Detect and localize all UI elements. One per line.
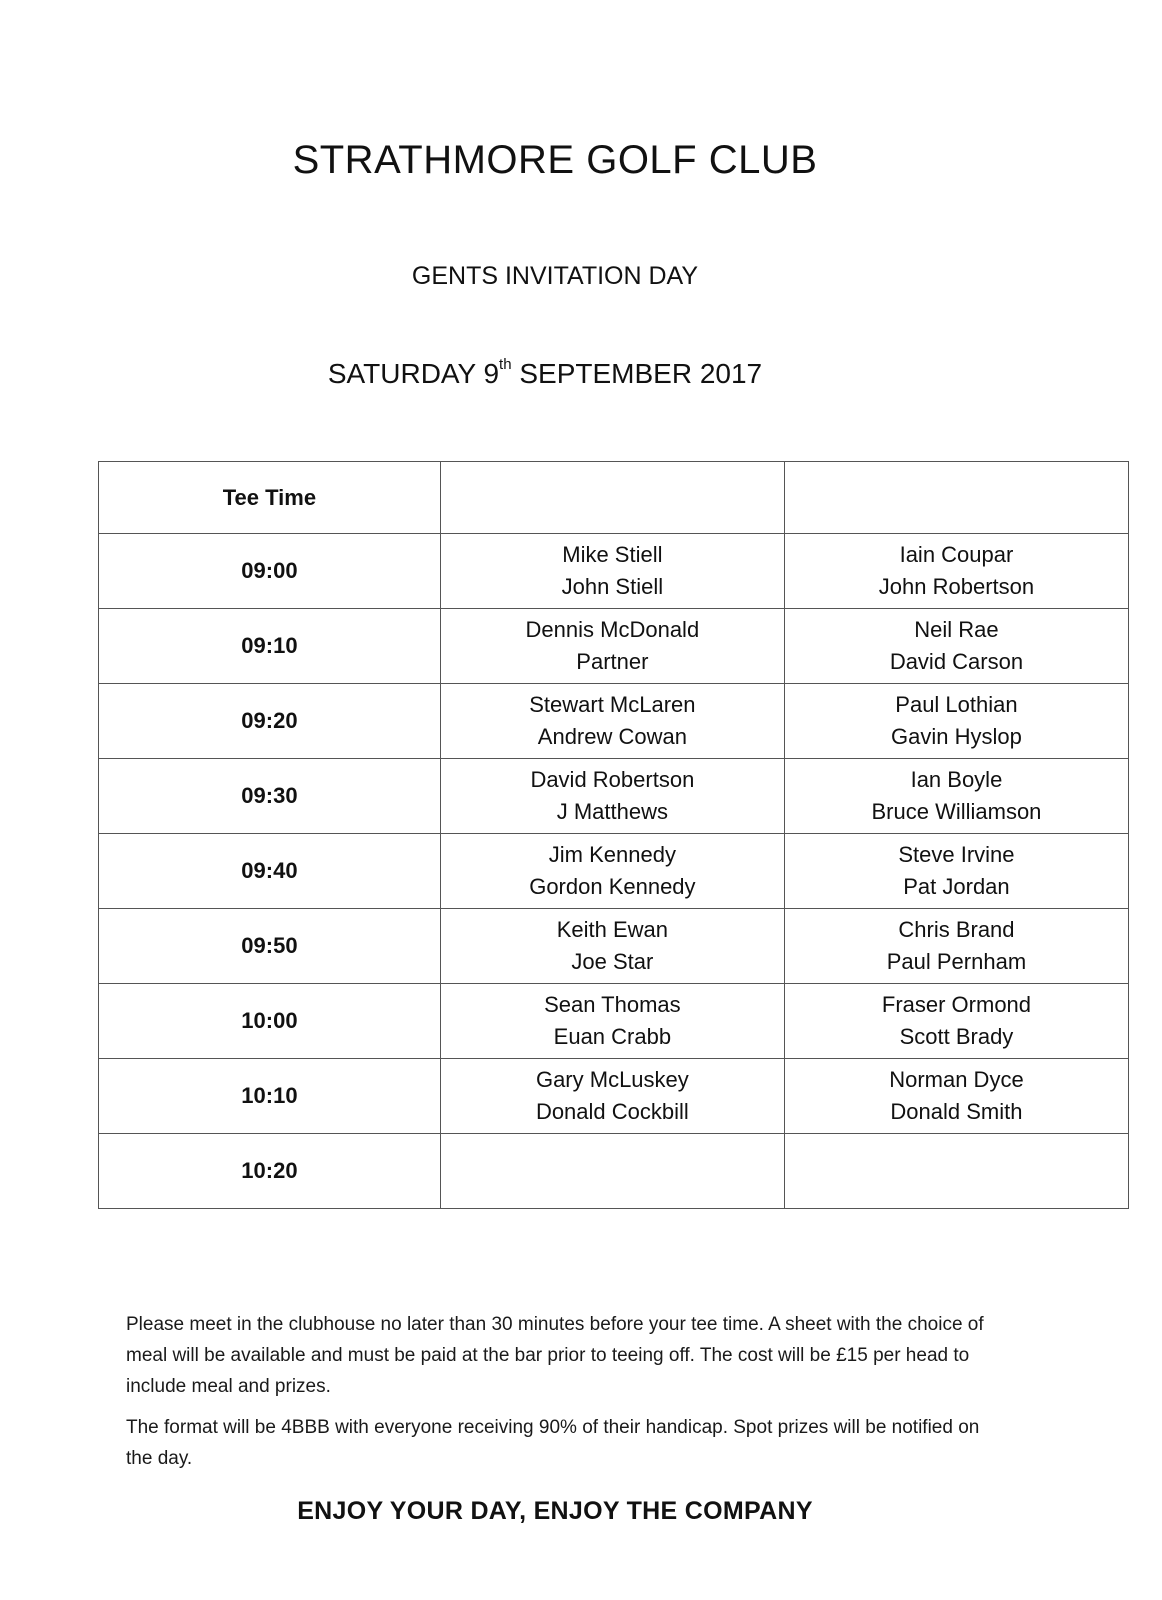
tee-time-cell: 09:40 [99, 834, 441, 909]
tee-time-column-header: Tee Time [99, 462, 441, 534]
date-ordinal-suffix: th [499, 356, 512, 373]
player-name: Iain Coupar [899, 542, 1014, 567]
group1-players-cell [440, 534, 784, 609]
group2-players-cell [784, 1134, 1128, 1209]
player-name: Donald Smith [890, 1099, 1023, 1124]
tee-time-table [98, 461, 1129, 1209]
player-name: Paul Lothian [895, 692, 1018, 717]
player-name: Chris Brand [898, 917, 1015, 942]
tee-time-cell: 10:20 [99, 1134, 441, 1209]
player-name: Scott Brady [899, 1024, 1014, 1049]
footer-tagline: ENJOY YOUR DAY, ENJOY THE COMPANY [297, 1497, 813, 1525]
club-name-title: STRATHMORE GOLF CLUB [292, 138, 818, 182]
player-name: Euan Crabb [553, 1024, 672, 1049]
player-name: David Robertson [530, 767, 695, 792]
group1-players-cell [440, 684, 784, 759]
player-name: Steve Irvine [898, 842, 1015, 867]
player-name: Joe Star [571, 949, 654, 974]
player-name: Ian Boyle [910, 767, 1003, 792]
group1-column-header [440, 462, 784, 534]
date-prefix: SATURDAY 9 [327, 358, 500, 389]
table-row [99, 834, 1129, 909]
tee-time-cell: 09:20 [99, 684, 441, 759]
player-name: Jim Kennedy [548, 842, 676, 867]
player-name: Neil Rae [914, 617, 999, 642]
player-name: John Stiell [561, 574, 664, 599]
tee-time-cell: 09:10 [99, 609, 441, 684]
group1-players-cell [440, 909, 784, 984]
group2-players-cell [784, 534, 1128, 609]
tee-time-cell: 10:00 [99, 984, 441, 1059]
event-date [0, 358, 1090, 390]
table-row [99, 909, 1129, 984]
group2-players-cell [784, 609, 1128, 684]
group2-players-cell [784, 759, 1128, 834]
tee-time-cell: 09:50 [99, 909, 441, 984]
player-name: Andrew Cowan [537, 724, 687, 749]
group1-players-cell [440, 834, 784, 909]
table-header-row [99, 462, 1129, 534]
table-row [99, 609, 1129, 684]
table-row [99, 534, 1129, 609]
player-name: Keith Ewan [556, 917, 669, 942]
notes-paragraph-meeting: Please meet in the clubhouse no later than 30 minutes before your tee time. A sheet with the choice of meal will be available and must be paid at the bar prior to teeing off. The cost will be £15 per head to include meal and prizes. [126, 1314, 984, 1397]
player-name: Donald Cockbill [535, 1099, 689, 1124]
player-name: J Matthews [556, 799, 668, 824]
group1-players-cell [440, 609, 784, 684]
player-name: Gordon Kennedy [529, 874, 696, 899]
group2-players-cell [784, 909, 1128, 984]
player-name: Norman Dyce [889, 1067, 1024, 1092]
player-name: John Robertson [878, 574, 1035, 599]
group1-players-cell [440, 1059, 784, 1134]
player-name: Mike Stiell [562, 542, 663, 567]
player-name: Paul Pernham [886, 949, 1027, 974]
player-name: Pat Jordan [903, 874, 1010, 899]
group2-players-cell [784, 1059, 1128, 1134]
player-name: Gavin Hyslop [891, 724, 1022, 749]
table-row [99, 1134, 1129, 1209]
group2-players-cell [784, 984, 1128, 1059]
group2-players-cell [784, 684, 1128, 759]
event-notes [126, 1309, 1006, 1484]
player-name: Stewart McLaren [529, 692, 696, 717]
group2-column-header [784, 462, 1128, 534]
player-name: Gary McLuskey [535, 1067, 689, 1092]
table-row [99, 759, 1129, 834]
group1-players-cell [440, 1134, 784, 1209]
notes-paragraph-format: The format will be 4BBB with everyone receiving 90% of their handicap. Spot prizes will be notified on the day. [126, 1417, 980, 1469]
group1-players-cell [440, 759, 784, 834]
event-name-heading: GENTS INVITATION DAY [411, 262, 699, 290]
table-row [99, 1059, 1129, 1134]
group1-players-cell [440, 984, 784, 1059]
tee-time-cell: 09:00 [99, 534, 441, 609]
date-rest: SEPTEMBER 2017 [511, 358, 763, 389]
tee-time-cell: 09:30 [99, 759, 441, 834]
player-name: Fraser Ormond [881, 992, 1032, 1017]
player-name: Dennis McDonald [525, 617, 700, 642]
tee-time-cell: 10:10 [99, 1059, 441, 1134]
player-name: Partner [576, 649, 649, 674]
table-row [99, 684, 1129, 759]
player-name: David Carson [889, 649, 1024, 674]
player-name: Bruce Williamson [871, 799, 1042, 824]
table-row [99, 984, 1129, 1059]
group2-players-cell [784, 834, 1128, 909]
player-name: Sean Thomas [544, 992, 681, 1017]
